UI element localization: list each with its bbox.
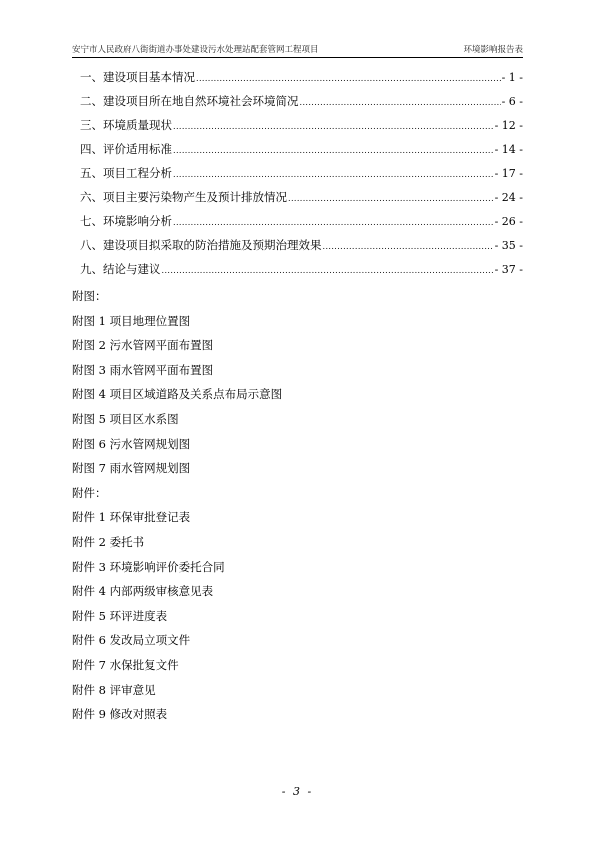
attachment-item: 附件 7 水保批复文件 (72, 657, 179, 672)
toc-dot-leader (173, 167, 494, 179)
toc-entry[interactable] (80, 137, 523, 161)
toc-entry-page: - 14 - (494, 142, 523, 156)
header-report-type: 环境影响报告表 (463, 45, 523, 55)
toc-dot-leader (173, 143, 494, 155)
toc-entry-title: 二、建设项目所在地自然环境社会环境简况 (80, 94, 299, 108)
figure-item: 附图 3 雨水管网平面布置图 (72, 362, 214, 377)
attachment-item: 附件 3 环境影响评价委托合同 (72, 559, 225, 574)
toc-entry-page: - 1 - (501, 70, 523, 84)
toc-entry[interactable] (80, 113, 523, 137)
attachment-item: 附件 6 发改局立项文件 (72, 633, 191, 648)
figure-item: 附图 6 污水管网规划图 (72, 436, 191, 451)
toc-entry-title: 九、结论与建议 (80, 262, 161, 276)
toc-entry[interactable] (80, 89, 523, 113)
toc-entry-title: 四、评价适用标准 (80, 142, 172, 156)
toc-dot-leader (162, 263, 494, 275)
toc-dot-leader (173, 215, 494, 227)
attachment-item: 附件 8 评审意见 (72, 682, 156, 697)
figures-heading: 附图： (72, 289, 107, 303)
appendix-lists (72, 284, 523, 727)
toc-entry-title: 七、环境影响分析 (80, 214, 172, 228)
figure-item: 附图 2 污水管网平面布置图 (72, 338, 214, 353)
toc-entry[interactable] (80, 209, 523, 233)
toc-entry-title: 五、项目工程分析 (80, 166, 172, 180)
toc-entry-page: - 37 - (494, 262, 523, 276)
figure-item: 附图 1 项目地理位置图 (72, 313, 191, 328)
attachments-heading: 附件： (72, 485, 107, 500)
toc-entry[interactable] (80, 257, 523, 281)
page-header (72, 44, 523, 56)
toc-entry-title: 六、项目主要污染物产生及预计排放情况 (80, 190, 287, 204)
figure-item: 附图 4 项目区域道路及关系点布局示意图 (72, 387, 283, 402)
attachment-item: 附件 4 内部两级审核意见表 (72, 584, 214, 599)
table-of-contents (80, 65, 523, 281)
header-project-title: 安宁市人民政府八街街道办事处建设污水处理站配套管网工程项目 (72, 45, 319, 55)
toc-entry-page: - 26 - (494, 214, 523, 228)
toc-entry-page: - 12 - (494, 118, 523, 132)
toc-entry-title: 三、环境质量现状 (80, 118, 172, 132)
attachment-item: 附件 1 环保审批登记表 (72, 510, 191, 525)
toc-entry-title: 一、建设项目基本情况 (80, 70, 195, 84)
toc-entry[interactable] (80, 65, 523, 89)
header-divider (72, 57, 523, 58)
toc-dot-leader (196, 71, 501, 83)
figure-item: 附图 7 雨水管网规划图 (72, 461, 191, 476)
toc-entry[interactable] (80, 161, 523, 185)
toc-dot-leader (323, 239, 494, 251)
toc-entry-title: 八、建设项目拟采取的防治措施及预期治理效果 (80, 238, 322, 252)
toc-entry-page: - 35 - (494, 238, 523, 252)
attachment-item: 附件 9 修改对照表 (72, 707, 168, 722)
toc-entry[interactable] (80, 185, 523, 209)
toc-dot-leader (300, 95, 501, 107)
toc-entry-page: - 17 - (494, 166, 523, 180)
page-number: - 3 - (281, 785, 314, 798)
toc-entry-page: - 6 - (501, 94, 523, 108)
toc-dot-leader (288, 191, 494, 203)
attachment-item: 附件 5 环评进度表 (72, 608, 168, 623)
toc-dot-leader (173, 119, 494, 131)
figure-item: 附图 5 项目区水系图 (72, 411, 179, 426)
toc-entry-page: - 24 - (494, 190, 523, 204)
toc-entry[interactable] (80, 233, 523, 257)
attachment-item: 附件 2 委托书 (72, 534, 145, 549)
